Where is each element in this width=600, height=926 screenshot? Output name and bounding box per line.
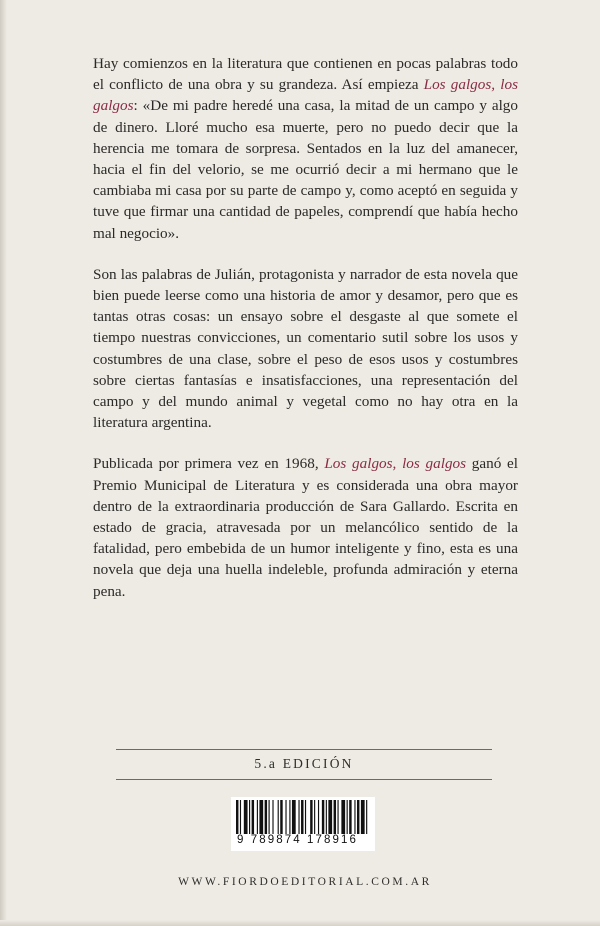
- barcode-bar: [361, 800, 365, 834]
- blurb-paragraph-3-text-b: ganó el Premio Municipal de Literatura y es considerada una obra mayor dentro de la extraordinaria producción de Sara Gallardo. Escrita en estado de gracia, atravesada por un melancólico sentido de la fatalidad, pero embebida de un humor inteligente y fino, esta es una novela que deja una huella indeleble, profunda admiración y eterna pena.: [93, 455, 518, 600]
- barcode-bar: [341, 800, 345, 834]
- blurb-paragraph-3: [93, 453, 518, 601]
- barcode-bar: [236, 800, 238, 834]
- blurb-paragraph-2: Son las palabras de Julián, protagonista y narrador de esta novela que bien puede leerse como una historia de amor y desamor, pero que es tantas otras cosas: un ensayo sobre el desgaste al que somete el tiempo nuestras convicciones, un comentario sutil sobre los usos y costumbres de una clase, sobre el peso de esos usos y costumbres sobre ciertas fantasías e insatisfacciones, una representación del campo y del mundo animal y vegetal como no hay otra en la literatura argentina.: [93, 265, 518, 432]
- barcode-bar: [244, 800, 248, 834]
- barcode-bar: [249, 800, 250, 834]
- barcode-bar: [314, 800, 315, 834]
- barcode-bar: [292, 800, 296, 834]
- blurb-paragraph-1-text-b: : «De mi padre heredé una casa, la mitad de un campo y algo de dinero. Lloré mucho esa muerte, pero no puedo decir que la herencia me tomara de sorpresa. Sentados en la luz del amanecer, hacia el fin del velorio, se me ocurrió decir a mi hermano que le cambiaba mi casa por su parte de campo y, como aceptó en seguida y tuve que firmar una cantidad de papeles, comprendí que había hecho mal negocio».: [93, 97, 518, 242]
- barcode-bar: [334, 800, 336, 834]
- barcode-bar: [328, 800, 332, 834]
- isbn-number: 9 789874 178916: [237, 834, 359, 846]
- barcode-bar: [280, 800, 282, 834]
- barcode-bar: [322, 800, 324, 834]
- barcode-bar: [252, 800, 254, 834]
- barcode-bar: [337, 800, 338, 834]
- edition-rule-bottom: [116, 779, 492, 780]
- barcode-bar: [357, 800, 359, 834]
- barcode-bar: [349, 800, 351, 834]
- barcode-bar: [240, 800, 241, 834]
- barcode-bar: [265, 800, 267, 834]
- barcode-bar: [354, 800, 355, 834]
- barcode-bar: [318, 800, 319, 834]
- isbn-barcode: [231, 797, 375, 851]
- blurb-paragraph-1: [93, 53, 518, 244]
- barcode-bar: [285, 800, 286, 834]
- blurb-paragraph-3-text-a: Publicada por primera vez en 1968,: [93, 455, 325, 473]
- book-title-italic: Los galgos, los galgos: [324, 455, 467, 473]
- barcode-bar: [326, 800, 327, 834]
- barcode-bar: [278, 800, 279, 834]
- edition-rule-top: [116, 749, 492, 750]
- barcode-bar: [259, 800, 263, 834]
- edition-label: 5.a EDICIÓN: [254, 756, 354, 771]
- blurb-paragraph-1-text-a: Hay comienzos en la literatura que contienen en pocas palabras todo el conflicto de una obra y su grandeza. Así empieza: [93, 55, 518, 94]
- barcode-bar: [366, 800, 367, 834]
- barcode-bar: [269, 800, 270, 834]
- barcode-bars: [236, 800, 370, 834]
- page-bottom-shadow: [0, 920, 600, 926]
- publisher-website: WWW.FIORDOEDITORIAL.COM.AR: [178, 876, 432, 888]
- book-title-italic: Los galgos, los galgos: [93, 76, 518, 115]
- barcode-bar: [301, 800, 303, 834]
- barcode-bar: [289, 800, 290, 834]
- barcode-bar: [298, 800, 299, 834]
- back-cover-blurb: [93, 53, 518, 602]
- barcode-bar: [310, 800, 312, 834]
- barcode-bar: [257, 800, 258, 834]
- barcode-bar: [305, 800, 306, 834]
- barcode-bar: [272, 800, 273, 834]
- page-edge-shadow: [0, 0, 7, 926]
- barcode-bar: [347, 800, 348, 834]
